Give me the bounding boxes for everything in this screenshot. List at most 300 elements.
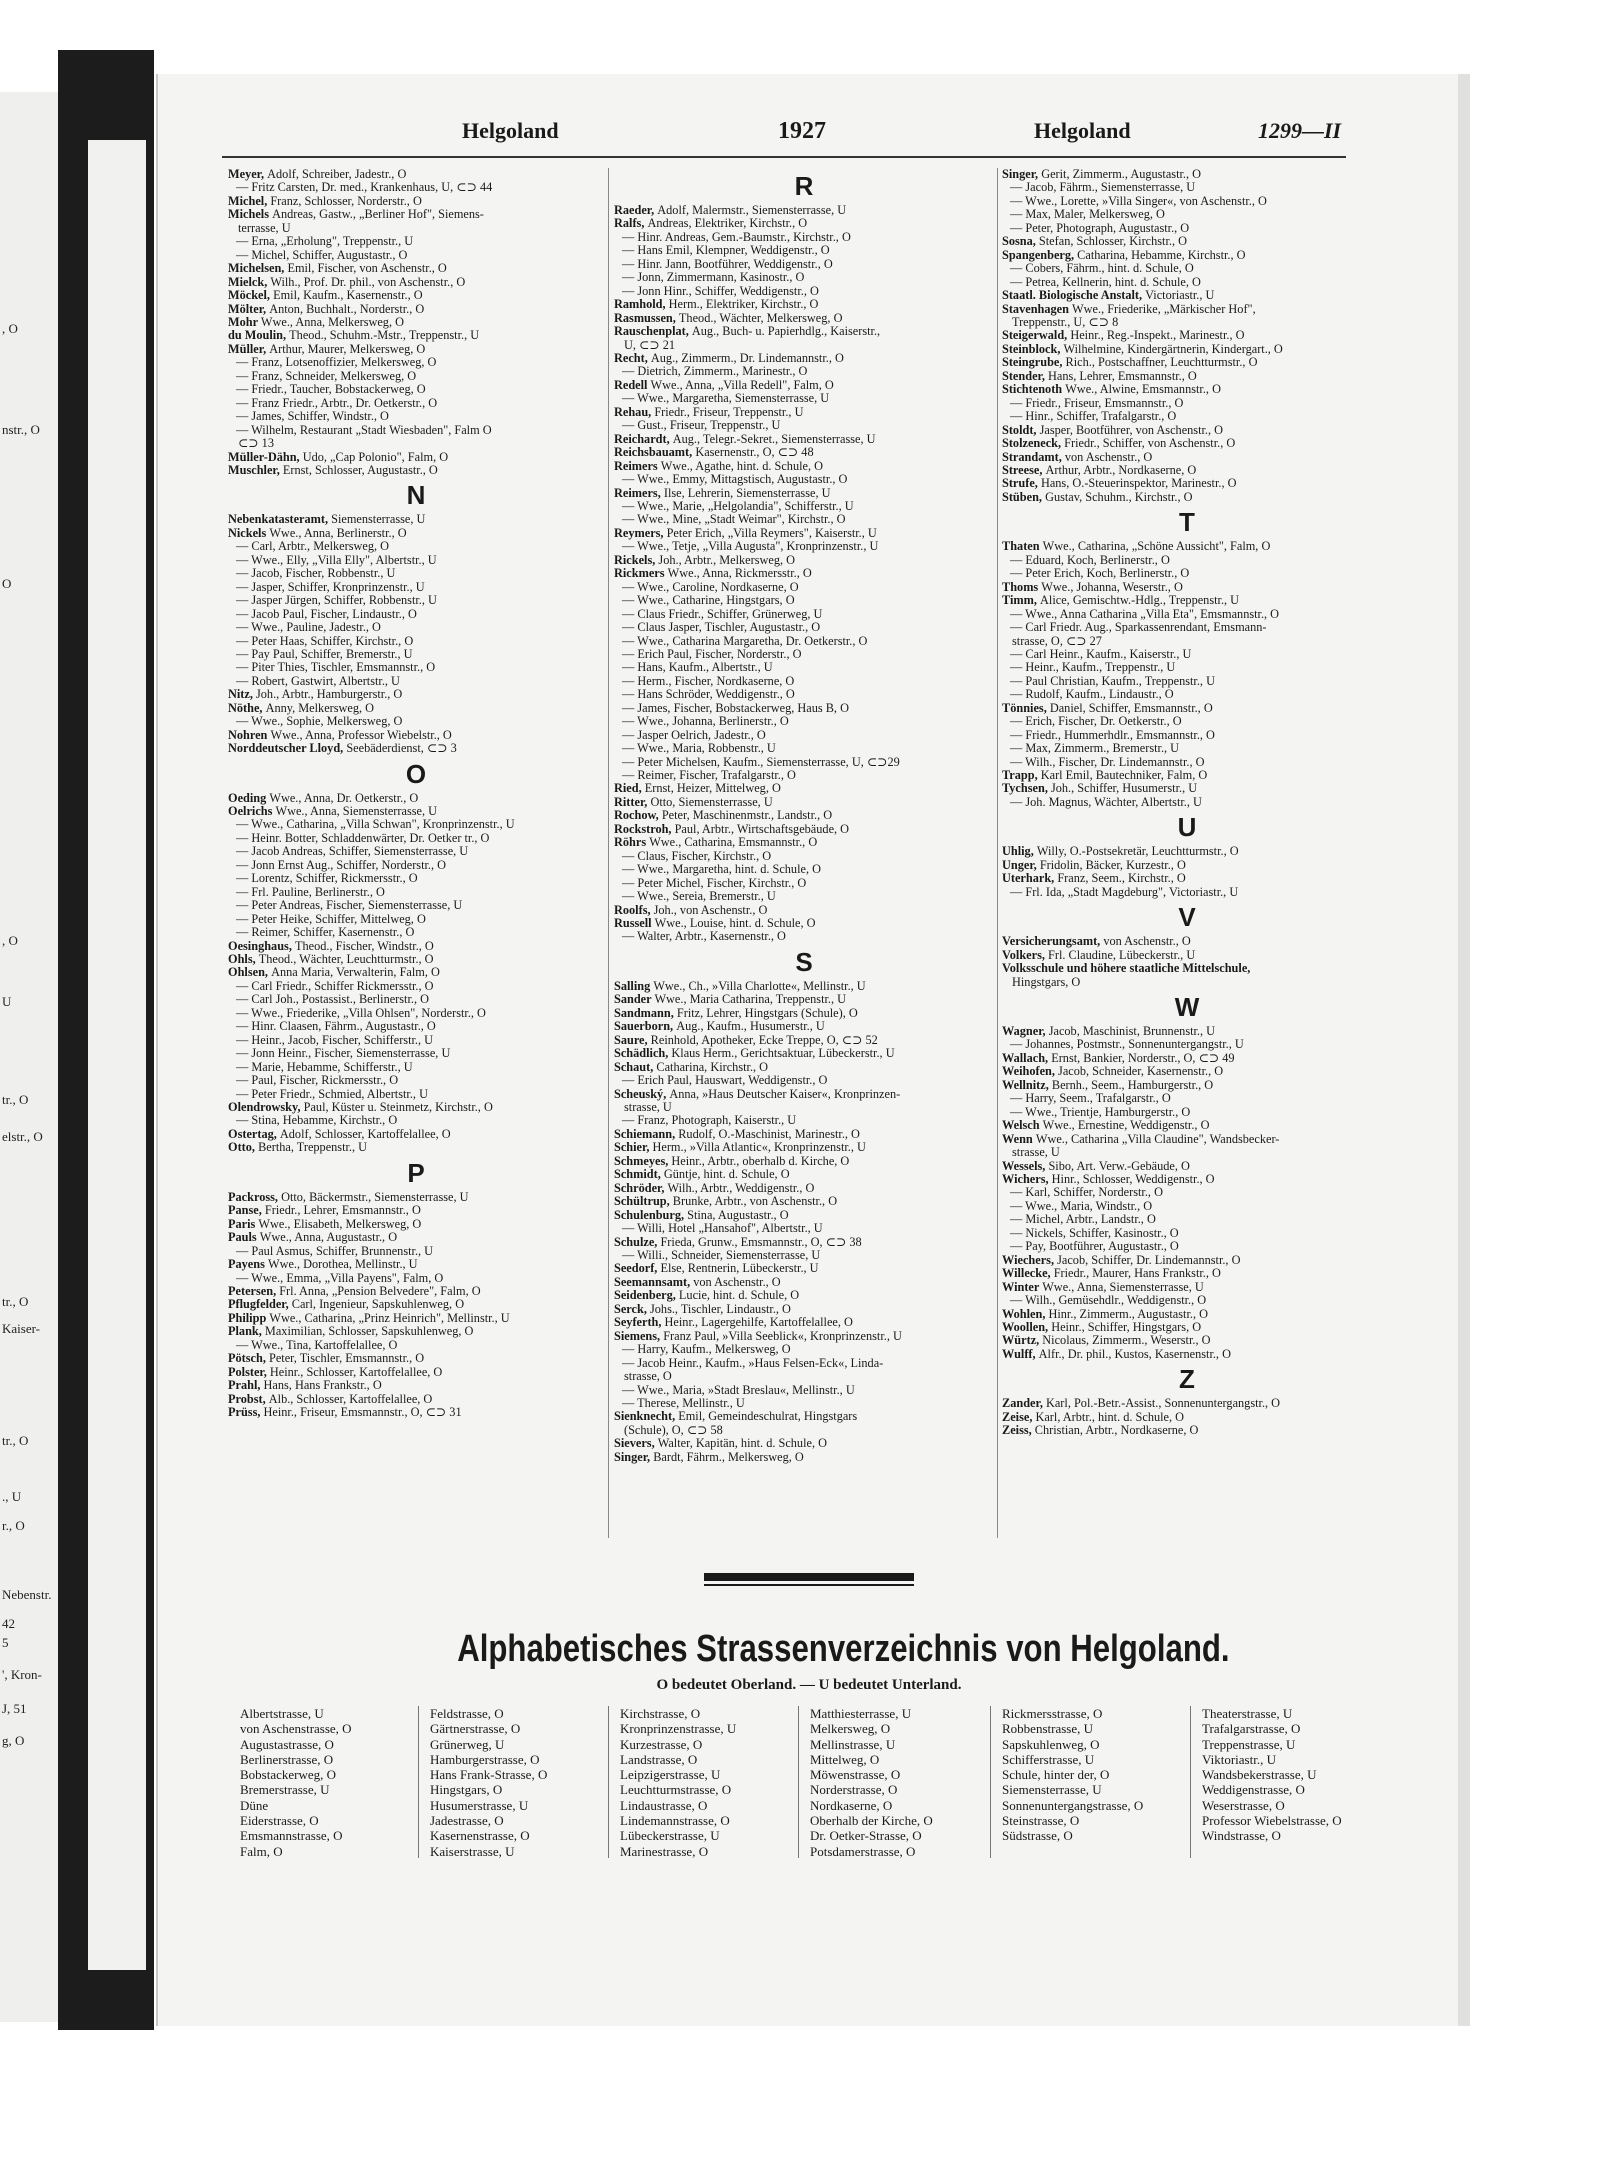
entry-name: Versicherungsamt, bbox=[1002, 935, 1104, 949]
entry-details: — Erich, Fischer, Dr. Oetkerstr., O bbox=[1010, 715, 1182, 729]
entry-name: Scheuský, bbox=[614, 1087, 670, 1101]
entry-details: — Jacob, Fährm., Siemensterrasse, U bbox=[1010, 181, 1196, 195]
entry-details: Friedr., Lehrer, Emsmannstr., O bbox=[264, 1204, 421, 1218]
entry-name: Prahl, bbox=[228, 1379, 264, 1393]
entry-name: Payens bbox=[228, 1258, 268, 1272]
entry-name: Steinblock, bbox=[1002, 342, 1064, 356]
street-name: Kasernenstrasse, O bbox=[430, 1828, 530, 1844]
directory-entry bbox=[614, 729, 994, 742]
directory-entry bbox=[228, 1312, 604, 1325]
street-name: Viktoriastr., U bbox=[1202, 1751, 1276, 1767]
entry-details: — Paul, Fischer, Rickmersstr., O bbox=[236, 1074, 399, 1088]
entry-details: Hans, Hans Frankstr., O bbox=[263, 1379, 382, 1393]
entry-details: Catharina, Hebamme, Kirchstr., O bbox=[1077, 248, 1246, 262]
entry-details: — Heinr., Kaufm., Treppenstr., U bbox=[1010, 661, 1176, 675]
directory-entry bbox=[1002, 1025, 1372, 1038]
entry-details: Aug., Zimmerm., Dr. Lindemannstr., O bbox=[650, 351, 844, 365]
entry-name: Schröder, bbox=[614, 1181, 668, 1195]
entry-name: Ried, bbox=[614, 782, 645, 796]
directory-entry bbox=[1002, 976, 1372, 989]
directory-entry bbox=[228, 1406, 604, 1419]
entry-details: Willy, O.-Postsekretär, Leuchtturmstr., O bbox=[1036, 845, 1239, 859]
entry-name: Steigerwald, bbox=[1002, 329, 1071, 343]
directory-entry bbox=[228, 343, 604, 356]
entry-details: — Max, Zimmerm., Bremerstr., U bbox=[1010, 742, 1180, 756]
street-name: Schifferstrasse, U bbox=[1002, 1751, 1095, 1767]
entry-name: Sauerborn, bbox=[614, 1020, 677, 1034]
entry-details: — Hinr. Jann, Bootführer, Weddigenstr., O bbox=[622, 257, 833, 271]
entry-details: Heinr., Schiffer, Hingstgars, O bbox=[1051, 1320, 1202, 1334]
directory-entry bbox=[614, 1236, 994, 1249]
street-column-rule bbox=[608, 1706, 609, 1858]
entry-details: — Wwe., Margaretha, hint. d. Schule, O bbox=[622, 863, 821, 877]
header-rule bbox=[222, 156, 1346, 158]
directory-entry bbox=[1002, 1038, 1372, 1051]
directory-entry bbox=[1002, 859, 1372, 872]
directory-entry bbox=[614, 1370, 994, 1383]
section-letter: V bbox=[1178, 902, 1196, 933]
directory-entry bbox=[1002, 796, 1372, 809]
directory-entry bbox=[228, 1007, 604, 1020]
entry-name: Reimers bbox=[614, 459, 661, 473]
section-letter: P bbox=[407, 1157, 425, 1188]
previous-page-text: Nebenstr. bbox=[2, 1586, 52, 1602]
directory-entry bbox=[228, 262, 604, 275]
entry-name: Rehau, bbox=[614, 405, 655, 419]
entry-details: — Peter Friedr., Schmied, Albertstr., U bbox=[236, 1087, 428, 1101]
entry-name: Mölter, bbox=[228, 302, 270, 316]
entry-details: — Wwe., Elly, „Villa Elly", Albertstr., U bbox=[236, 553, 437, 567]
entry-name: Wellnitz, bbox=[1002, 1078, 1052, 1092]
directory-entry bbox=[1002, 1092, 1372, 1105]
entry-name: Zander, bbox=[1002, 1397, 1046, 1411]
entry-name: Michelsen, bbox=[228, 262, 288, 276]
entry-details: — Johannes, Postmstr., Sonnenuntergangstr., U bbox=[1010, 1038, 1244, 1052]
entry-details: — Therese, Mellinstr., U bbox=[622, 1396, 745, 1410]
directory-entry bbox=[1002, 742, 1372, 755]
section-divider bbox=[704, 1573, 914, 1581]
entry-details: Heinr., Lagergehilfe, Kartoffelallee, O bbox=[664, 1316, 853, 1330]
directory-entry bbox=[228, 464, 604, 477]
street-name: Steinstrasse, O bbox=[1002, 1813, 1080, 1829]
directory-entry bbox=[228, 1258, 604, 1271]
entry-name: Michels bbox=[228, 208, 273, 222]
street-name: Hans Frank-Strasse, O bbox=[430, 1767, 548, 1783]
entry-details: Maximilian, Schlosser, Sapskuhlenweg, O bbox=[264, 1325, 474, 1339]
entry-name: Rauschenplat, bbox=[614, 325, 692, 339]
entry-name: Welsch bbox=[1002, 1119, 1043, 1133]
entry-details: Carl, Ingenieur, Sapskuhlenweg, O bbox=[291, 1298, 465, 1312]
directory-entry bbox=[228, 926, 604, 939]
entry-name: Wagner, bbox=[1002, 1025, 1049, 1039]
directory-entry bbox=[1002, 1213, 1372, 1226]
directory-entry bbox=[228, 249, 604, 262]
section-divider-thin bbox=[704, 1584, 914, 1586]
entry-details: — Peter Michel, Fischer, Kirchstr., O bbox=[622, 876, 807, 890]
section-letter: U bbox=[1177, 812, 1197, 843]
section-letter: Z bbox=[1179, 1364, 1195, 1395]
street-name: Falm, O bbox=[240, 1843, 283, 1859]
directory-entry bbox=[228, 356, 604, 369]
entry-details: Johs., Tischler, Lindaustr., O bbox=[649, 1302, 791, 1316]
directory-entry bbox=[1002, 1079, 1372, 1092]
section-letter: N bbox=[406, 480, 426, 511]
entry-details: von Aschenstr., O bbox=[1064, 450, 1153, 464]
header-left-title: Helgoland bbox=[462, 118, 559, 143]
street-name: Gärtnerstrasse, O bbox=[430, 1721, 521, 1737]
street-column bbox=[1002, 1706, 1143, 1844]
entry-details: — Franz Friedr., Arbtr., Dr. Oetkerstr., O bbox=[236, 396, 438, 410]
directory-entry bbox=[614, 1034, 994, 1047]
previous-page-text: , O bbox=[2, 320, 18, 336]
directory-entry bbox=[1002, 1119, 1372, 1132]
directory-entry bbox=[614, 1155, 994, 1168]
directory-entry bbox=[228, 594, 604, 607]
entry-name: Oelrichs bbox=[228, 805, 276, 819]
street-name: Berlinerstrasse, O bbox=[240, 1751, 334, 1767]
entry-details: Bernh., Seem., Hamburgerstr., O bbox=[1051, 1078, 1214, 1092]
entry-name: Petersen, bbox=[228, 1284, 280, 1298]
directory-entry bbox=[1002, 1267, 1372, 1280]
directory-entry bbox=[228, 383, 604, 396]
entry-name: Norddeutscher Lloyd, bbox=[228, 742, 347, 756]
entry-name: Zeise, bbox=[1002, 1410, 1036, 1424]
directory-entry bbox=[614, 688, 994, 701]
street-name: Leipzigerstrasse, U bbox=[620, 1767, 721, 1783]
entry-details: Wilh., Prof. Dr. phil., von Aschenstr., O bbox=[270, 275, 466, 289]
directory-entry bbox=[228, 208, 604, 221]
entry-details: Anton, Buchhalt., Norderstr., O bbox=[269, 302, 425, 316]
entry-details: Joh., von Aschenstr., O bbox=[653, 903, 768, 917]
entry-name: Timm, bbox=[1002, 594, 1041, 608]
entry-details: Frieda, Grunw., Emsmannstr., O, ⊂⊃ 38 bbox=[660, 1235, 862, 1249]
entry-details: Alb., Schlosser, Kartoffelallee, O bbox=[268, 1392, 433, 1406]
entry-details: — Claus Jasper, Tischler, Augustastr., O bbox=[622, 621, 821, 635]
directory-entry bbox=[614, 930, 994, 943]
street-column bbox=[430, 1706, 547, 1859]
street-name: Lübeckerstrasse, U bbox=[620, 1828, 720, 1844]
directory-entry bbox=[614, 513, 994, 526]
entry-name: Serck, bbox=[614, 1302, 650, 1316]
entry-details: — Jacob Heinr., Kaufm., »Haus Felsen-Eck«, Linda- bbox=[622, 1356, 884, 1370]
entry-name: Volksschule und höhere staatliche Mittelschule, bbox=[1002, 962, 1251, 976]
previous-page-text: Kaiser- bbox=[2, 1320, 40, 1336]
entry-details: Hinr., Zimmerm., Augustastr., O bbox=[1048, 1307, 1208, 1321]
entry-name: Stoldt, bbox=[1002, 423, 1040, 437]
street-name: Südstrasse, O bbox=[1002, 1828, 1073, 1844]
entry-name: Trapp, bbox=[1002, 769, 1041, 783]
directory-entry bbox=[614, 1410, 994, 1423]
directory-entry bbox=[228, 648, 604, 661]
entry-details: — Carl, Arbtr., Melkersweg, O bbox=[236, 540, 390, 554]
directory-entry bbox=[1002, 1334, 1372, 1347]
entry-details: Wwe., Anna, „Villa Redell", Falm, O bbox=[650, 378, 834, 392]
entry-name: Raeder, bbox=[614, 204, 658, 217]
directory-entry bbox=[228, 859, 604, 872]
street-name: Sapskuhlenweg, O bbox=[1002, 1736, 1100, 1752]
directory-entry bbox=[228, 1272, 604, 1285]
entry-details: Joh., Schiffer, Husumerstr., U bbox=[1050, 782, 1198, 796]
street-name: Hingstgars, O bbox=[430, 1782, 503, 1798]
entry-name: Nebenkatasteramt, bbox=[228, 513, 332, 527]
entry-details: Stefan, Schlosser, Kirchstr., O bbox=[1038, 235, 1187, 249]
entry-details: Franz, Schlosser, Norderstr., O bbox=[270, 194, 422, 208]
directory-entry bbox=[1002, 276, 1372, 289]
entry-details: — Friedr., Hummerhdlr., Emsmannstr., O bbox=[1010, 728, 1215, 742]
entry-name: Volkers, bbox=[1002, 948, 1049, 962]
entry-details: Arthur, Arbtr., Nordkaserne, O bbox=[1045, 463, 1197, 477]
entry-details: Adolf, Malermstr., Siemensterrasse, U bbox=[657, 204, 847, 217]
street-name: Weddigenstrasse, O bbox=[1202, 1782, 1305, 1798]
entry-details: — Frl. Ida, „Stadt Magdeburg", Victoriastr., U bbox=[1010, 885, 1239, 899]
directory-entry bbox=[614, 217, 994, 230]
street-name: Robbenstrasse, U bbox=[1002, 1721, 1093, 1737]
directory-entry bbox=[614, 1276, 994, 1289]
entry-details: — Willi, Hotel „Hansahof", Albertstr., U bbox=[622, 1222, 823, 1236]
entry-name: Polster, bbox=[228, 1365, 270, 1379]
directory-entry bbox=[1002, 181, 1372, 194]
entry-name: Paris bbox=[228, 1217, 259, 1231]
header-right-title: Helgoland bbox=[1034, 118, 1131, 143]
directory-entry bbox=[614, 1007, 994, 1020]
directory-entry bbox=[228, 966, 604, 979]
street-name: Weserstrasse, O bbox=[1202, 1797, 1285, 1813]
directory-entry bbox=[228, 303, 604, 316]
street-name: Kurzestrasse, O bbox=[620, 1736, 703, 1752]
entry-details: strasse, U bbox=[624, 1101, 672, 1114]
directory-entry bbox=[614, 581, 994, 594]
entry-name: Tönnies, bbox=[1002, 701, 1050, 715]
entry-details: Anna, »Haus Deutscher Kaiser«, Kronprinzen- bbox=[669, 1087, 901, 1101]
entry-name: Ritter, bbox=[614, 795, 651, 809]
directory-entry bbox=[1002, 168, 1372, 181]
section-letter: T bbox=[1179, 507, 1195, 538]
directory-entry bbox=[614, 379, 994, 392]
entry-name: Nöthe, bbox=[228, 701, 266, 715]
directory-entry bbox=[1002, 235, 1372, 248]
entry-details: — Hans Emil, Klempner, Weddigenstr., O bbox=[622, 244, 830, 258]
directory-entry bbox=[1002, 608, 1372, 621]
entry-details: Paul, Küster u. Steinmetz, Kirchstr., O bbox=[303, 1101, 493, 1114]
entry-details: Theod., Schuhm.-Mstr., Treppenstr., U bbox=[289, 329, 480, 343]
directory-entry bbox=[228, 980, 604, 993]
entry-details: — Stina, Hebamme, Kirchstr., O bbox=[236, 1114, 398, 1128]
directory-entry bbox=[1002, 437, 1372, 450]
entry-details: — Harry, Seem., Trafalgarstr., O bbox=[1010, 1092, 1171, 1106]
directory-entry bbox=[614, 1397, 994, 1410]
entry-details: — Max, Maler, Melkersweg, O bbox=[1010, 208, 1165, 222]
entry-details: Jacob, Schiffer, Dr. Lindemannstr., O bbox=[1057, 1253, 1241, 1267]
directory-entry bbox=[228, 1191, 604, 1204]
entry-details: Peter Erich, „Villa Reymers", Kaiserstr., U bbox=[666, 526, 877, 540]
directory-entry bbox=[614, 1128, 994, 1141]
entry-details: Heinr., Arbtr., oberhalb d. Kirche, O bbox=[671, 1154, 850, 1168]
header-year: 1927 bbox=[778, 118, 826, 144]
section-letter: R bbox=[794, 171, 814, 201]
entry-details: — Wwe., Pauline, Jadestr., O bbox=[236, 621, 381, 635]
column-rule bbox=[997, 168, 998, 1538]
entry-details: — Jasper Oelrich, Jadestr., O bbox=[622, 728, 766, 742]
entry-details: Anny, Melkersweg, O bbox=[265, 701, 375, 715]
directory-entry bbox=[1002, 635, 1372, 648]
page-number: 1299—II bbox=[1258, 118, 1342, 143]
street-name: Hamburgerstrasse, O bbox=[430, 1751, 540, 1767]
entry-details: — Pay Paul, Schiffer, Bremerstr., U bbox=[236, 647, 413, 661]
directory-entry bbox=[228, 1366, 604, 1379]
entry-details: Ernst, Schlosser, Augustastr., O bbox=[282, 463, 438, 477]
entry-name: Schulze, bbox=[614, 1235, 661, 1249]
street-name: Kronprinzenstrasse, U bbox=[620, 1721, 737, 1737]
directory-entry bbox=[1002, 845, 1372, 858]
entry-details: — Jasper Jürgen, Schiffer, Robbenstr., U bbox=[236, 594, 437, 608]
directory-entry bbox=[614, 850, 994, 863]
directory-entry bbox=[614, 1182, 994, 1195]
entry-details: Hans, Lehrer, Emsmannstr., O bbox=[1048, 369, 1197, 383]
entry-name: Sandmann, bbox=[614, 1006, 677, 1020]
directory-entry bbox=[614, 567, 994, 580]
directory-entry bbox=[228, 567, 604, 580]
entry-details: — Karl, Schiffer, Norderstr., O bbox=[1010, 1186, 1163, 1200]
directory-entry bbox=[614, 339, 994, 352]
directory-entry bbox=[1002, 1186, 1372, 1199]
directory-entry bbox=[228, 168, 604, 181]
entry-details: Nicolaus, Zimmerm., Weserstr., O bbox=[1042, 1334, 1211, 1348]
directory-entry bbox=[228, 1074, 604, 1087]
entry-name: Wichers, bbox=[1002, 1173, 1052, 1186]
entry-details: — Wwe., Anna Catharina „Villa Eta", Emsmannstr., O bbox=[1010, 607, 1280, 621]
entry-name: Seemannsamt, bbox=[614, 1275, 694, 1289]
directory-entry bbox=[228, 329, 604, 342]
entry-name: Reichsbauamt, bbox=[614, 446, 696, 460]
directory-entry bbox=[228, 235, 604, 248]
directory-entry bbox=[1002, 1200, 1372, 1213]
entry-details: Wwe., Friederike, „Märkischer Hof", bbox=[1072, 302, 1256, 316]
entry-details: Udo, „Cap Polonio", Falm, O bbox=[302, 450, 449, 464]
entry-details: — Jacob, Fischer, Robbenstr., U bbox=[236, 567, 396, 581]
entry-details: — Willi., Schneider, Siemensterrasse, U bbox=[622, 1248, 821, 1262]
directory-entry bbox=[228, 1020, 604, 1033]
directory-entry bbox=[228, 1141, 604, 1154]
entry-details: Wwe., Anna, Dr. Oetkerstr., O bbox=[269, 791, 419, 805]
directory-entry bbox=[1002, 567, 1372, 580]
directory-entry bbox=[614, 1061, 994, 1074]
entry-name: Pötsch, bbox=[228, 1352, 269, 1366]
street-name: Potsdamerstrasse, O bbox=[810, 1843, 916, 1859]
directory-entry bbox=[1002, 540, 1372, 553]
entry-details: Friedr., Friseur, Treppenstr., U bbox=[654, 405, 804, 419]
directory-entry bbox=[614, 500, 994, 513]
directory-entry bbox=[1002, 1146, 1372, 1159]
entry-details: — Wwe., Mine, „Stadt Weimar", Kirchstr., O bbox=[622, 513, 846, 527]
directory-entry bbox=[614, 917, 994, 930]
directory-entry bbox=[614, 836, 994, 849]
directory-entry bbox=[228, 953, 604, 966]
directory-entry bbox=[228, 1034, 604, 1047]
entry-details: Herm., Elektriker, Kirchstr., O bbox=[668, 298, 819, 312]
entry-details: Frl. Claudine, Lübeckerstr., U bbox=[1048, 948, 1196, 962]
directory-entry bbox=[228, 818, 604, 831]
entry-details: von Aschenstr., O bbox=[693, 1275, 781, 1289]
directory-entry bbox=[228, 1393, 604, 1406]
entry-details: Aug., Buch- u. Papierhdlg., Kaiserstr., bbox=[691, 325, 881, 339]
entry-details: strasse, U bbox=[1012, 1146, 1060, 1160]
directory-entry bbox=[228, 913, 604, 926]
street-column bbox=[240, 1706, 352, 1859]
directory-entry bbox=[228, 608, 604, 621]
entry-details: — Piter Thies, Tischler, Emsmannstr., O bbox=[236, 661, 436, 675]
directory-entry bbox=[228, 1298, 604, 1311]
directory-entry bbox=[614, 1357, 994, 1370]
column-rule bbox=[608, 168, 609, 1538]
entry-details: — Wwe., Catharine, Hingstgars, O bbox=[622, 594, 795, 608]
page-header bbox=[156, 118, 1458, 152]
directory-entry bbox=[614, 594, 994, 607]
entry-details: Adolf, Schreiber, Jadestr., O bbox=[267, 168, 407, 181]
entry-details: Jacob, Maschinist, Brunnenstr., U bbox=[1048, 1025, 1216, 1039]
entry-details: Wwe., Anna, Siemensterrasse, U bbox=[1042, 1280, 1204, 1294]
directory-entry bbox=[1002, 688, 1372, 701]
directory-entry bbox=[1002, 1254, 1372, 1267]
entry-details: Lucie, hint. d. Schule, O bbox=[678, 1289, 800, 1303]
directory-entry bbox=[614, 1047, 994, 1060]
entry-name: Meyer, bbox=[228, 168, 268, 181]
entry-details: — Peter Andreas, Fischer, Siemensterrasse, U bbox=[236, 899, 463, 913]
directory-entry bbox=[614, 648, 994, 661]
entry-name: Thaten bbox=[1002, 540, 1043, 554]
entry-details: Reinhold, Apotheker, Ecke Treppe, O, ⊂⊃ 52 bbox=[650, 1033, 878, 1047]
entry-details: — Lorentz, Schiffer, Rickmersstr., O bbox=[236, 872, 418, 886]
entry-name: Nohren bbox=[228, 728, 271, 742]
directory-entry bbox=[228, 316, 604, 329]
directory-entry bbox=[228, 688, 604, 701]
street-name: Augustastrasse, O bbox=[240, 1736, 334, 1752]
entry-details: Else, Rentnerin, Lübeckerstr., U bbox=[660, 1262, 819, 1276]
entry-details: — Robert, Gastwirt, Albertstr., U bbox=[236, 674, 400, 688]
street-name: Bobstackerweg, O bbox=[240, 1767, 337, 1783]
street-name: Möwenstrasse, O bbox=[810, 1767, 901, 1783]
directory-entry bbox=[1002, 343, 1372, 356]
directory-entry bbox=[1002, 581, 1372, 594]
street-name: Grünerweg, U bbox=[430, 1736, 505, 1752]
directory-entry bbox=[1002, 303, 1372, 316]
directory-entry bbox=[228, 581, 604, 594]
directory-entry bbox=[228, 554, 604, 567]
entry-name: Russell bbox=[614, 917, 655, 931]
entry-details: — Frl. Pauline, Berlinerstr., O bbox=[236, 885, 385, 899]
page-edge-shadow bbox=[1458, 74, 1470, 2026]
entry-details: Kasernenstr., O, ⊂⊃ 48 bbox=[695, 446, 814, 460]
entry-details: — Carl Joh., Postassist., Berlinerstr., O bbox=[236, 993, 429, 1007]
entry-details: Aug., Telegr.-Sekret., Siemensterrasse, U bbox=[672, 432, 876, 446]
entry-details: Sibo, Art. Verw.-Gebäude, O bbox=[1048, 1159, 1190, 1173]
entry-details: Wwe., Maria Catharina, Treppenstr., U bbox=[654, 993, 847, 1007]
directory-entry bbox=[228, 1061, 604, 1074]
directory-entry bbox=[228, 1128, 604, 1141]
entry-name: Stüben, bbox=[1002, 490, 1046, 504]
directory-entry bbox=[228, 1204, 604, 1217]
entry-details: — Wwe., Tetje, „Villa Augusta", Kronprinzenstr., U bbox=[622, 540, 879, 554]
street-column-rule bbox=[798, 1706, 799, 1858]
entry-details: Aug., Kaufm., Husumerstr., U bbox=[676, 1020, 825, 1034]
entry-details: von Aschenstr., O bbox=[1103, 935, 1191, 949]
entry-details: Fridolin, Bäcker, Kurzestr., O bbox=[1039, 858, 1186, 872]
street-name: Norderstrasse, O bbox=[810, 1782, 898, 1798]
directory-entry bbox=[614, 1437, 994, 1450]
entry-name: Olendrowsky, bbox=[228, 1101, 304, 1114]
directory-entry bbox=[1002, 424, 1372, 437]
entry-name: Stichtenoth bbox=[1002, 383, 1066, 397]
entry-name: Rickels, bbox=[614, 553, 659, 567]
